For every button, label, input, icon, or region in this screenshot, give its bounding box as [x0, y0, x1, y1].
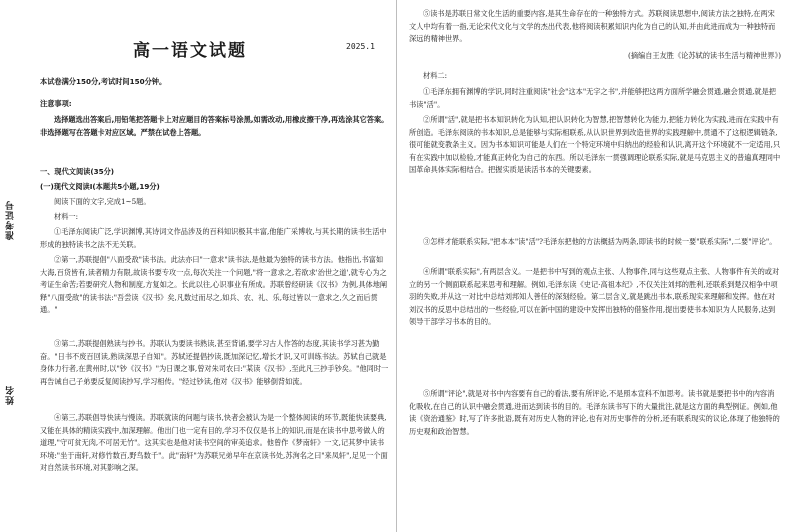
side-label-exam-number: 准考证号	[6, 200, 16, 240]
paragraph: ⑤所谓"评论",就是对书中内容要有自己的看法,要有所评论,不是照本宣科不加思考。读书就是要把书中的内容消化吸收,在自己的认识中融会贯通,进而达到读书的目的。毛泽东读书写下的大量批注,就是这方面的典型例证。例如,他读《资治通鉴》时,写了许多批语,既有对历史人物的评论,也有对历史事件的分析,还有联系现实的议论,体现了他独特的历史观和政治智慧。	[409, 389, 780, 436]
section-heading: 一、现代文阅读(35分)	[40, 167, 115, 176]
instruction-text: 阅读下面的文字,完成1~5题。	[54, 197, 151, 206]
exam-intro: 本试卷满分150分,考试时间150分钟。	[40, 77, 167, 86]
paragraph: ⑤读书是苏联日常文化生活的重要内容,是其生命存在的一种独特方式。苏联阅读思想中,阅读方法之独特,在两宋文人中均有着一指,无论宋代文化与文学的杰出代表,他将阅读积累知识内化为自己的认知,并由此进而成为一种独特而深远的精神世界。	[409, 9, 776, 44]
notice-text: 选择题选出答案后,用铅笔把答题卡上对应题目的答案标号涂黑,如需改动,用橡皮擦干净,再选涂其它答案。非选择题写在答题卡对应区域。严禁在试卷上答题。	[40, 115, 389, 137]
paragraph: ②第一,苏联提倡"八面受敌"读书法。此法亦曰"一意求"读书法,是他最为独特的读书方法。他指出,书富如大海,百货皆有,读者精力有限,故读书要专攻一点,每次关注一个问题,"将一意求之,若欲求'治世之道',就专心为之考证生命苦;若要研究人物和制度,方复如之。长此以往,心识事业有所成。苏联曾经研读《汉书》为例,具体地阐释"八面受敌"的读书法:"吾尝读《汉书》矣,凡数过而尽之,如兵、农、礼、乐,每过皆以一意求之,久之而后贯通。"	[40, 255, 388, 315]
paragraph: ④第三,苏联倡导快读与慢读。苏联就读的问题与读书,快者会被认为是一个整体阅读的环节,既能快读要典,又能在具体的精读实践中,加深理解。他出门也一定有目的,学习不仅仅是书上的知识,而是在读书中思考做人的道理,"守可贫无肉,不可居无竹"。这其实也是他对读书空间的审美追求。他曾作《梦南轩》一文,记其梦中读书环境:"坐于南轩,对修竹数百,野鸟数千"。此"南轩"为苏联兄弟早年在京读书处,苏洵名之曰"来凤轩",足见一个面对自然读书环境,对其影响之深。	[40, 413, 388, 473]
paragraph: ④所谓"联系实际",有两层含义。一是把书中写到的观点主张、人物事件,同与这些观点主张、人物事件有关的或对立的另一个侧面联系起来思考和理解。例如,毛泽东读《史记·高祖本纪》,不仅关注刘邦的胜利,还联系到楚汉相争中项羽的失败,并从这一对比中总结刘邦知人善任的深刻经验。第二层含义,就是跳出书本,联系现实来理解和发挥。他在对刘汉书的反思中总结出的一些经验,可以在新中国的建设中发挥出独特的借鉴作用,提出要使书本知识为人民服务,达到领导干部学习书本的目的。	[409, 267, 780, 327]
page-title: 高一语文试题	[133, 41, 247, 61]
notice-heading: 注意事项:	[40, 99, 72, 108]
side-label-name: 姓名	[6, 385, 16, 405]
paragraph: ①毛泽东阅读广泛,学识渊博,其诗词文作品涉及的百科知识极其丰富,他能广采博收,与其长期的读书生活中形成的独特读书之法不无关联。	[40, 227, 387, 249]
material-label: 材料一:	[54, 212, 78, 221]
material-label: 材料二:	[423, 71, 447, 80]
paragraph: ③第二,苏联提倡熟读与抄书。苏联认为要读书熟读,甚至背诵,要学习古人作答的态度,其读书学习甚为勤奋。"日书不废百回读,熟读深思子自知"。苏轼还提倡抄读,既加深记忆,增长才识,又可训练书法。苏轼自己就是身体力行者,在黄州时,以"钞《汉书》"为日课之事,曾对朱司农曰:"某读《汉书》,至此凡三抄手钞矣。"他同时一再告诫自己子弟要反复阅读抄写,学习相传。"经过钞读,他对《汉书》能够倒背如流。	[40, 339, 389, 386]
paragraph: ③怎样才能联系实际,"把本本"读"活"?毛泽东把他的方法概括为两条,即读书的时候一要"联系实际",二要"评论"。	[423, 237, 777, 246]
paragraph: ①毛泽东拥有渊博的学识,同时注重阅读"社会"这本"无字之书",并能够把这两方面所学融会贯通,融会贯通,就是把书读"活"。	[409, 87, 776, 109]
paragraph: ②所谓"活",就是把书本知识转化为认知,把认识转化为智慧,把智慧转化为能力,把能力转化为实践,进而在实践中有所创造。毛泽东阅读的书本知识,总是能够与实际相联系,从认识世界到改造世界的实践理解中,贯通不了这根逻辑链条,很可能就变教条主义。因为书本知识可能是人们在一个特定环境中归纳出的经验和认识,离开这个环境就不一定适用,只有在实践中加以检验,才能真正转化为自己的东西。所以毛泽东一贯强调理论联系实际,就是马克思主义的普遍真理同中国革命具体实际相结合。把握实质是读活书本的关键要素。	[409, 115, 781, 175]
exam-page-2	[397, 0, 794, 532]
citation: (摘编自王友胜《论苏轼的读书生活与精神世界》)	[628, 51, 781, 60]
subsection-heading: (一)现代文阅读Ⅰ(本题共5小题,19分)	[40, 182, 160, 191]
exam-date: 2025.1	[346, 42, 375, 51]
